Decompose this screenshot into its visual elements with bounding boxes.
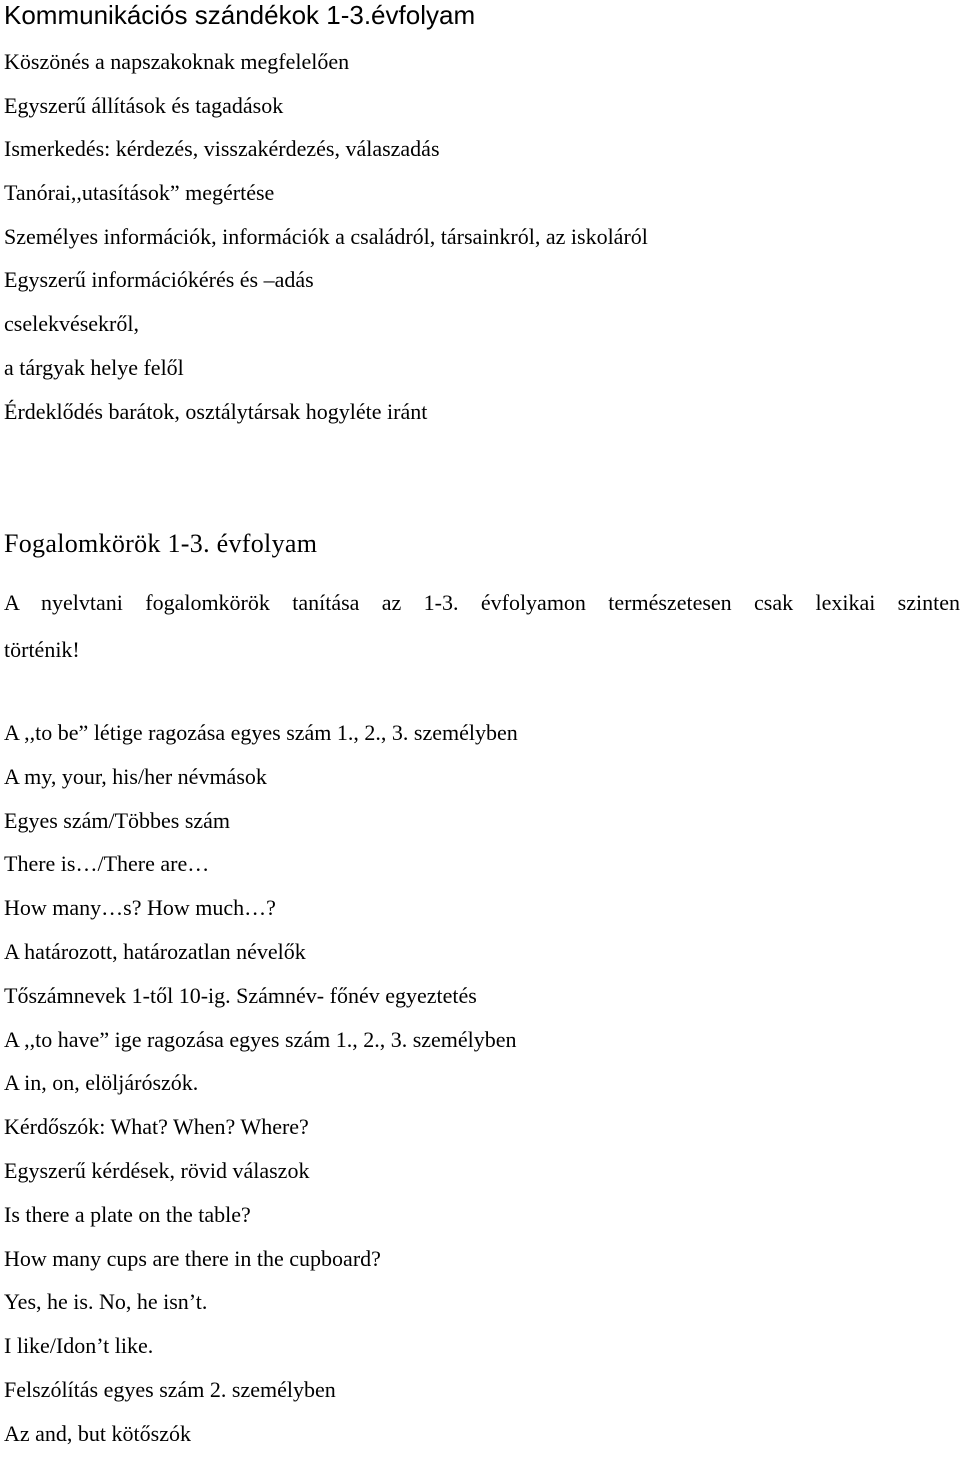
list-item: A határozott, határozatlan névelők: [4, 938, 306, 964]
section2-list: [4, 718, 518, 1463]
section2-intro: [4, 588, 960, 665]
list-item: Tőszámnevek 1-től 10-ig. Számnév- főnév egyeztetés: [4, 982, 477, 1008]
list-item: a tárgyak helye felől: [4, 354, 184, 380]
list-item: Is there a plate on the table?: [4, 1201, 251, 1227]
list-item: Egyszerű kérdések, rövid válaszok: [4, 1157, 310, 1183]
list-item: A ,,to be” létige ragozása egyes szám 1., 2., 3. személyben: [4, 720, 518, 745]
intro-line: A nyelvtani fogalomkörök tanítása az 1-3. évfolyamon természetesen csak lexikai szinten: [4, 590, 960, 615]
list-item: Egyszerű állítások és tagadások: [4, 92, 284, 118]
list-item: Ismerkedés: kérdezés, visszakérdezés, válaszadás: [4, 136, 440, 162]
list-item: There is…/There are…: [4, 851, 210, 877]
list-item: Yes, he is. No, he isn’t.: [4, 1289, 208, 1315]
list-item: A my, your, his/her névmások: [4, 763, 267, 789]
list-item: A in, on, elöljárószók.: [4, 1070, 199, 1096]
list-item: Egyszerű információkérés és –adás: [4, 267, 314, 293]
list-item: cselekvésekről,: [4, 311, 139, 337]
section1-title: Kommunikációs szándékok 1-3.évfolyam: [4, 0, 476, 30]
list-item: Az and, but kötőszók: [4, 1420, 191, 1446]
list-item: Érdeklődés barátok, osztálytársak hogyléte iránt: [4, 398, 428, 424]
list-item: A ,,to have” ige ragozása egyes szám 1., 2., 3. személyben: [4, 1026, 517, 1052]
list-item: Köszönés a napszakoknak megfelelően: [4, 49, 350, 74]
list-item: How many…s? How much…?: [4, 895, 276, 921]
intro-line: történik!: [4, 637, 80, 662]
list-item: Tanórai,,utasítások” megértése: [4, 180, 275, 206]
list-item: Kérdőszók: What? When? Where?: [4, 1114, 309, 1140]
list-item: Felszólítás egyes szám 2. személyben: [4, 1376, 336, 1402]
list-item: Személyes információk, információk a családról, társainkról, az iskoláról: [4, 223, 648, 249]
list-item: How many cups are there in the cupboard?: [4, 1245, 381, 1271]
section2-title: Fogalomkörök 1-3. évfolyam: [4, 529, 318, 558]
list-item: I like/Idon’t like.: [4, 1333, 154, 1359]
list-item: Egyes szám/Többes szám: [4, 807, 231, 833]
section1-list: [4, 47, 648, 440]
